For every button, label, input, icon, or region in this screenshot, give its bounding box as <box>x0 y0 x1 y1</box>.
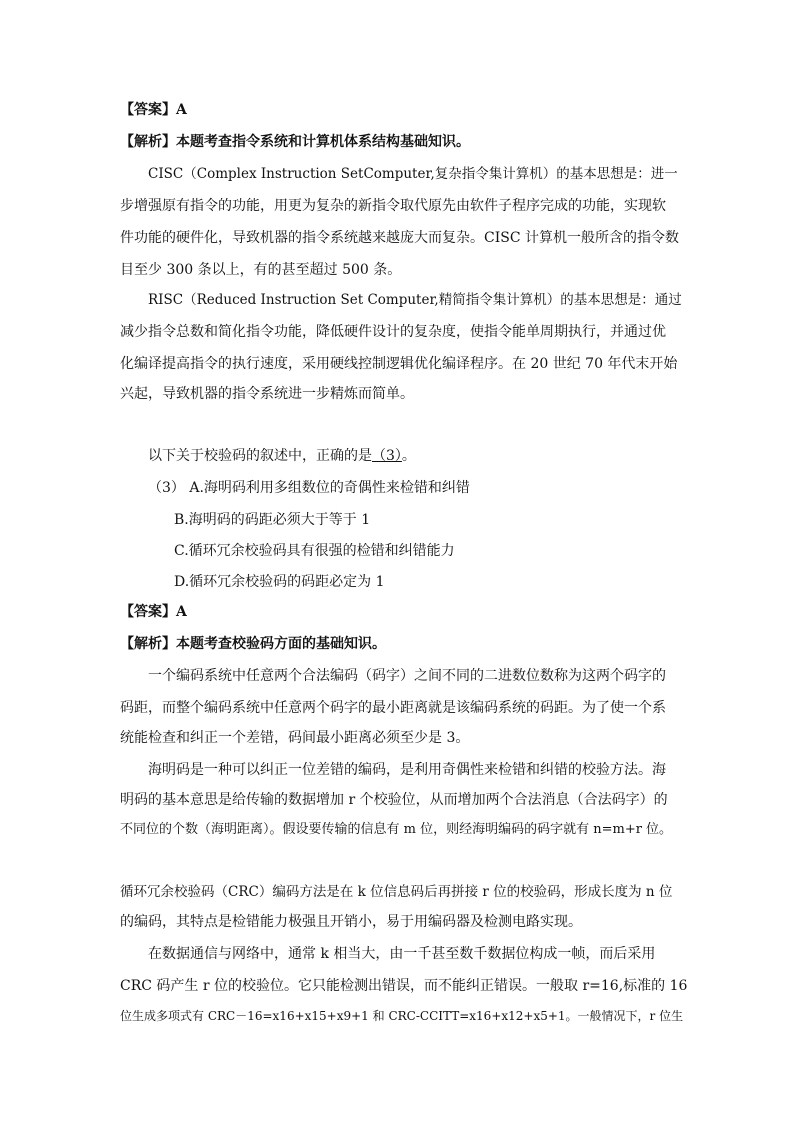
risc-line-2: 减少指令总数和简化指令功能，降低硬件设计的复杂度，使指令能单周期执行，并通过优 <box>120 324 666 340</box>
option-d: D.循环冗余校验码的码距必定为 1 <box>174 574 385 590</box>
para3-line-1: 循环冗余校验码（CRC）编码方法是在 k 位信息码后再拼接 r 位的校验码，形成长度为 n 位 <box>120 884 673 900</box>
para4-line-2: CRC 码产生 r 位的校验位。它只能检测出错误，而不能纠正错误。一般取 r=16,标准的 16 <box>120 978 688 994</box>
option-b: B.海明码的码距必须大于等于 1 <box>174 512 371 528</box>
para3-line-2: 的编码，其特点是检错能力极强且开销小，易于用编码器及检测电路实现。 <box>120 914 582 930</box>
answer-label-1: 【答案】A <box>120 102 187 118</box>
para2-line-2: 明码的基本意思是给传输的数据增加 r 个校验位，从而增加两个合法消息（合法码字）的 <box>120 792 668 808</box>
answer-label-2: 【答案】A <box>120 604 187 620</box>
question-stem-prefix: 以下关于校验码的叙述中，正确的是 <box>148 448 372 464</box>
option-a: （3） A.海明码利用多组数位的奇偶性来检错和纠错 <box>148 480 470 496</box>
para4-line-1: 在数据通信与网络中，通常 k 相当大，由一千甚至数千数据位构成一帧，而后采用 <box>148 946 656 962</box>
cisc-line-3: 件功能的硬件化，导致机器的指令系统越来越庞大而复杂。CISC 计算机一般所含的指令数 <box>120 230 679 246</box>
question-blank: （3） <box>372 448 402 464</box>
para1-line-2: 码距，而整个编码系统中任意两个码字的最小距离就是该编码系统的码距。为了使一个系 <box>120 700 666 716</box>
analysis-label-1: 【解析】本题考查指令系统和计算机体系结构基础知识。 <box>120 134 470 150</box>
para2-line-1: 海明码是一种可以纠正一位差错的编码，是利用奇偶性来检错和纠错的校验方法。海 <box>148 762 666 778</box>
analysis-label-2: 【解析】本题考查校验码方面的基础知识。 <box>120 636 386 652</box>
option-c: C.循环冗余校验码具有很强的检错和纠错能力 <box>174 543 455 559</box>
para4-line-3: 位生成多项式有 CRC－16=x16+x15+x9+1 和 CRC-CCITT=x16+x12+x5+1。一般情况下，r 位生 <box>120 1009 684 1023</box>
para1-line-1: 一个编码系统中任意两个合法编码（码字）之间不同的二进数位数称为这两个码字的 <box>148 668 666 684</box>
cisc-line-2: 步增强原有指令的功能，用更为复杂的新指令取代原先由软件子程序完成的功能，实现软 <box>120 198 666 214</box>
para2-line-3: 不同位的个数（海明距离）。假设要传输的信息有 m 位，则经海明编码的码字就有 n=m+r 位。 <box>120 822 673 837</box>
cisc-line-1: CISC（Complex Instruction SetComputer,复杂指令集计算机）的基本思想是：进一 <box>148 166 678 182</box>
risc-line-1: RISC（Reduced Instruction Set Computer,精简指令集计算机）的基本思想是：通过 <box>148 292 682 308</box>
question-stem <box>148 446 416 466</box>
risc-line-4: 兴起，导致机器的指令系统进一步精炼而简单。 <box>120 386 414 402</box>
cisc-line-4: 目至少 300 条以上，有的甚至超过 500 条。 <box>120 262 402 278</box>
risc-line-3: 化编译提高指令的执行速度，采用硬线控制逻辑优化编译程序。在 20 世纪 70 年代末开始 <box>120 356 678 372</box>
question-stem-suffix: 。 <box>401 448 416 464</box>
para1-line-3: 统能检查和纠正一个差错，码间最小距离必须至少是 3。 <box>120 730 470 746</box>
